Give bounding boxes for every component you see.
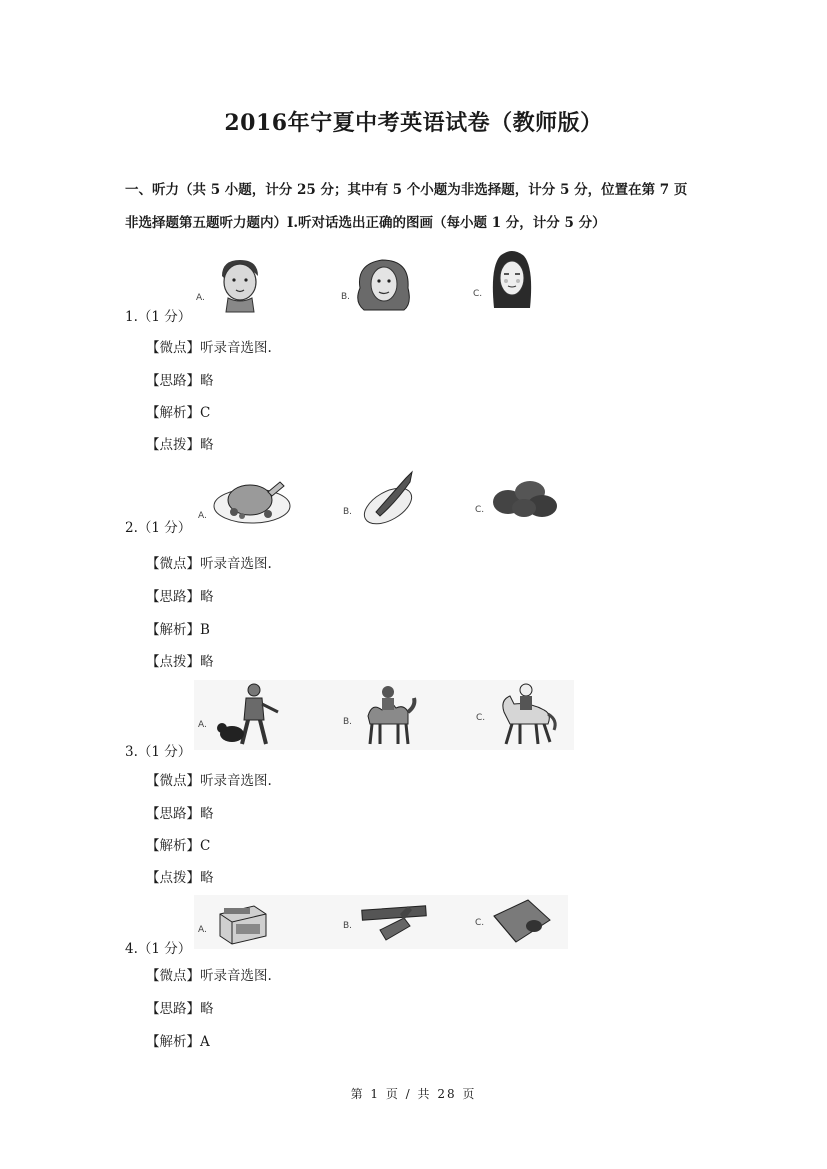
question-4-approach: 【思路】略 bbox=[146, 1001, 214, 1017]
option-b-label: B. bbox=[341, 292, 351, 302]
question-1-approach: 【思路】略 bbox=[146, 373, 214, 389]
question-3-point: 【微点】听录音选图. bbox=[146, 773, 272, 789]
curly-hair-woman-picture bbox=[352, 254, 416, 314]
question-4-point: 【微点】听录音选图. bbox=[146, 968, 272, 984]
section-heading-line-2: 非选择题第五题听力题内）Ⅰ.听对话选出正确的图画（每小题 1 分，计分 5 分） bbox=[125, 215, 606, 231]
question-3-number: 3.（1 分） bbox=[125, 744, 192, 760]
pencil-sharpener-picture bbox=[488, 896, 554, 948]
boy-on-horse-picture bbox=[490, 682, 560, 746]
question-1-answer: 【解析】C bbox=[146, 405, 211, 421]
question-3-tip: 【点拨】略 bbox=[146, 870, 214, 886]
option-a-label: A. bbox=[196, 293, 205, 303]
ruler-picture bbox=[360, 900, 430, 946]
option-b-label: B. bbox=[343, 507, 353, 517]
question-4-answer: 【解析】A bbox=[146, 1034, 210, 1050]
section-heading-line-1: 一、听力（共 5 小题，计分 25 分；其中有 5 个小题为非选择题，计分 5 分，位置在第 7 页 bbox=[125, 182, 688, 198]
camel-rider-picture bbox=[358, 682, 420, 746]
question-2-tip: 【点拨】略 bbox=[146, 654, 214, 670]
question-3-approach: 【思路】略 bbox=[146, 806, 214, 822]
option-c-label: C. bbox=[476, 713, 486, 723]
option-b-label: B. bbox=[343, 717, 353, 727]
roast-chicken-picture bbox=[212, 474, 292, 526]
long-hair-girl-picture bbox=[488, 248, 536, 312]
question-3-answer: 【解析】C bbox=[146, 838, 211, 854]
page-title: 2016年宁夏中考英语试卷（教师版） bbox=[224, 110, 603, 136]
question-2-number: 2.（1 分） bbox=[125, 520, 192, 536]
option-a-label: A. bbox=[198, 925, 207, 935]
question-1-tip: 【点拨】略 bbox=[146, 437, 214, 453]
option-a-label: A. bbox=[198, 720, 207, 730]
potatoes-picture bbox=[490, 476, 560, 518]
question-2-answer: 【解析】B bbox=[146, 622, 210, 638]
section-heading bbox=[125, 174, 725, 240]
option-b-label: B. bbox=[343, 921, 353, 931]
option-c-label: C. bbox=[473, 289, 483, 299]
boy-face-picture bbox=[208, 256, 268, 314]
page-footer: 第 1 页 / 共 28 页 bbox=[350, 1087, 477, 1101]
option-c-label: C. bbox=[475, 918, 485, 928]
question-1-point: 【微点】听录音选图. bbox=[146, 340, 272, 356]
fish-on-plate-picture bbox=[360, 468, 420, 526]
question-2-approach: 【思路】略 bbox=[146, 589, 214, 605]
option-c-label: C. bbox=[475, 505, 485, 515]
option-a-label: A. bbox=[198, 511, 207, 521]
man-walking-dog-picture bbox=[214, 682, 284, 748]
question-2-point: 【微点】听录音选图. bbox=[146, 556, 272, 572]
question-1-number: 1.（1 分） bbox=[125, 309, 192, 325]
eraser-box-picture bbox=[214, 900, 270, 946]
question-4-number: 4.（1 分） bbox=[125, 941, 192, 957]
